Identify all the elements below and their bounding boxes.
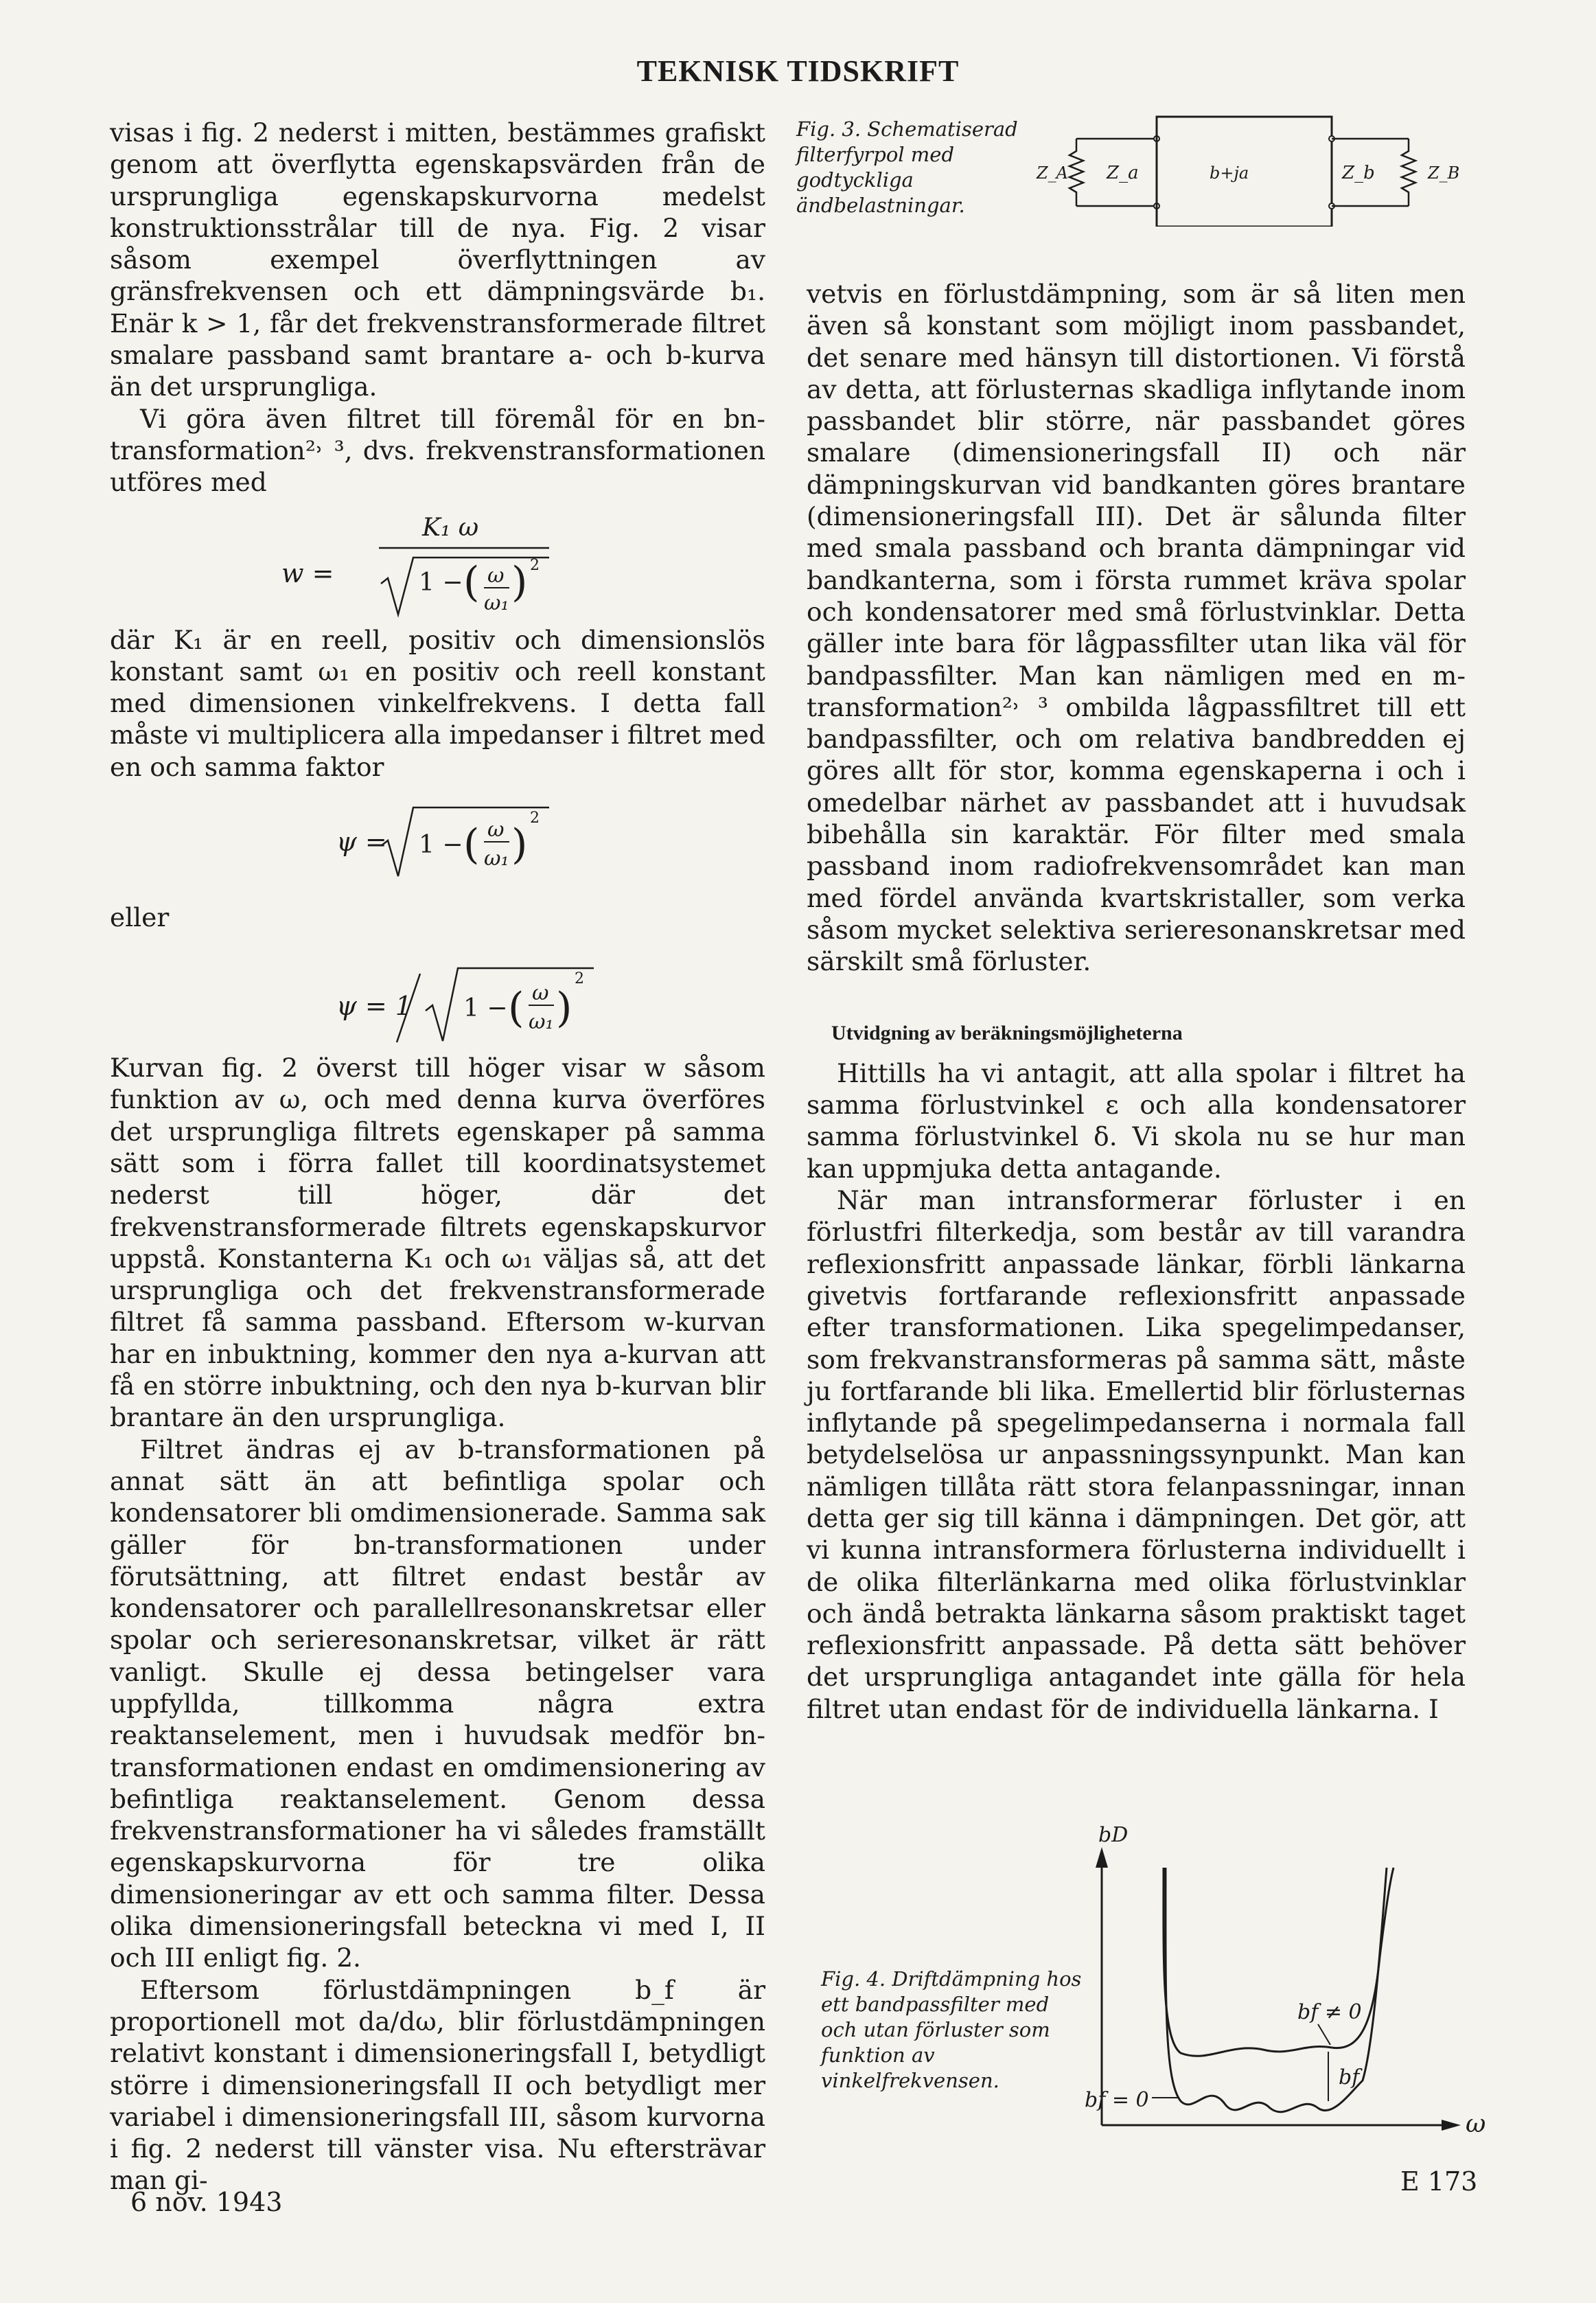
paragraph: Vi göra även filtret till föremål för en bn-transformation²˒ ³, dvs. frekvenstransformationen utföres med: [110, 403, 765, 498]
formula-psi2-omega1: ω₁: [529, 1010, 554, 1035]
word-eller: eller: [110, 902, 170, 933]
zb-impedance-zigzag: [1402, 139, 1415, 206]
fig3-label-bja: b+ja: [1210, 163, 1249, 183]
fig3-schematic: [1030, 110, 1483, 227]
formula-w-exponent: 2: [530, 556, 540, 574]
paragraph: visas i fig. 2 nederst i mitten, bestämmes grafiskt genom att överflytta egenskapsvärden från de ursprungliga egenskapskurvorna medelst konstruktionsstrålar till de nya. Fig. 2 visar såsom exempel överflyttningen av gränsfrekvensen och ett dämpningsvärde b₁. Enär k > 1, får det frekvenstransformerade filtret smalare passband samt brantare a- och b-kurva än det ursprungliga.: [110, 117, 765, 402]
formula-w-numerator: K₁ ω: [422, 513, 479, 542]
fig4-label-bf: bf: [1339, 2065, 1360, 2089]
left-column: [110, 117, 765, 2197]
formula-psi2-omega: ω: [532, 981, 549, 1006]
formula-psi-omega: ω: [487, 818, 505, 843]
svg-text:): ): [556, 984, 573, 1033]
formula-psi2-exponent: 2: [575, 970, 584, 988]
fig3-label-zB: Z_B: [1428, 163, 1460, 183]
svg-text:(: (: [508, 984, 524, 1033]
paragraph: Kurvan fig. 2 överst till höger visar w såsom funktion av ω, och med denna kurva överföres det ursprungliga filtrets egenskaper på samma sätt som i förra fallet till koordinatsystemet nederst till höger, där det frekvenstransformerade filtrets egenskapskurvor uppstå. Konstanterna K₁ och ω₁ väljas så, att det ursprungliga och det frekvenstransformerade filtret få samma passband. Eftersom w-kurvan har en inbuktning, kommer den nya a-kurvan att få en större inbuktning, och den nya b-kurvan blir brantare än den ursprungliga.: [110, 1053, 765, 1433]
formula-psi-inverse: [110, 953, 765, 1049]
formula-psi2-one-minus: 1 −: [463, 994, 508, 1023]
fig4-label-bf-zero: bf = 0: [1085, 2088, 1149, 2112]
formula-psi-lhs: ψ =: [336, 827, 387, 858]
formula-w: [110, 501, 765, 621]
formula-psi: [110, 786, 765, 882]
fig4-curve-with-losses: [1164, 1868, 1393, 2056]
journal-header: TEKNISK TIDSKRIFT: [636, 54, 960, 88]
issue-date: 6 nov. 1943: [130, 2187, 283, 2217]
za-impedance-zigzag: [1069, 139, 1083, 206]
paragraph: Eftersom förlustdämpningen b_f är proportionell mot da/dω, blir förlustdämpningen relativt konstant i dimensioneringsfall I, betydligt större i dimensioneringsfall II och betydligt mer variabel i dimensioneringsfall III, såsom kurvorna i fig. 2 nederst till vänster visa. Nu eftersträvar man gi-: [110, 1974, 765, 2196]
formula-psi-omega1: ω₁: [484, 847, 509, 871]
formula-psi2-lhs: ψ = 1: [336, 991, 412, 1022]
svg-text:): ): [511, 821, 528, 869]
formula-psi-one-minus: 1 −: [419, 831, 463, 860]
fig4-label-bf-nonzero: bf ≠ 0: [1297, 2000, 1362, 2024]
fig4-y-label: bD: [1098, 1823, 1129, 1847]
section-heading: Utvidgning av beräkningsmöjligheterna: [831, 1021, 1183, 1044]
paragraph: Filtret ändras ej av b-transformationen på annat sätt än att befintliga spolar och kondensatorer bli omdimensionerade. Samma sak gäller för bn-transformationen under förutsättning, att filtret endast består av kondensatorer och parallellresonanskretsar eller spolar och serieresonanskretsar, vilket är rätt vanligt. Skulle ej dessa betingelser vara uppfyllda, tillkomma några extra reaktanselement, men i huvudsak medför bn-transformationen endast en omdimensionering av befintliga reaktanselement. Genom dessa frekvenstransformationer ha vi således framställt egenskapskurvorna för tre olika dimensioneringar av ett och samma filter. Dessa olika dimensioneringsfall betecknа vi med I, II och III enligt fig. 2.: [110, 1434, 765, 1973]
fig4-x-label: ω: [1466, 2110, 1486, 2135]
paragraph: där K₁ är en reell, positiv och dimensionslös konstant samt ω₁ en positiv och reell konstant med dimensionen vinkelfrekvens. I detta fall måste vi multiplicera alla impedanser i filtret med en och samma faktor: [110, 624, 765, 782]
formula-w-lhs: w =: [281, 558, 334, 588]
fig4-attenuation-plot: [1085, 1820, 1496, 2135]
fig3-caption: Fig. 3. Schematiserad filterfyrpol med godtyckliga ändbelastningar.: [796, 117, 1018, 217]
svg-text:(: (: [463, 558, 480, 606]
formula-w-one-minus: 1 −: [419, 568, 463, 597]
fig3-label-zA: Z_A: [1037, 163, 1069, 183]
svg-text:): ): [511, 558, 528, 606]
formula-w-omega1: ω₁: [484, 591, 509, 615]
page-number: E 173: [1400, 2166, 1478, 2197]
paragraph: vetvis en förlustdämpning, som är så liten men även så konstant som möjligt inom passbandet, det senare med hänsyn till distortionen. Vi förstå av detta, att förlusternas skadliga inflytande inom passbandet blir större, när passbandet göres smalare (dimensioneringsfall II) och när dämpningskurvan vid bandkanten göres brantare (dimensioneringsfall III). Det är sålunda filter med smala passband och branta dämpningar vid bandkanterna, som i första rummet kräva spolar och kondensatorer med små förlustvinklar. Detta gäller inte bara för lågpassfilter utan lika väl för bandpassfilter. Man kan nämligen med en m-transformation²˒ ³ ombilda lågpassfiltret till ett bandpassfilter, och om relativa bandbredden ej göres allt för stor, komma egenskaperna i och i omedelbar närhet av passbandet att i huvudsak bibehålla sin karaktär. För filter med smala passband inom radiofrekvensområdet kan man med fördel använda kvartskristaller, som verka såsom mycket selektiva serieresonanskretsar med särskilt små förluster.: [807, 279, 1466, 977]
right-column: [807, 278, 1466, 1725]
formula-psi-exponent: 2: [530, 810, 540, 827]
fig3-label-za: Z_a: [1107, 163, 1139, 183]
fig3-label-zb: Z_b: [1342, 163, 1375, 183]
paragraph: När man intransformerar förluster i en förlustfri filterkedja, som består av till varandra reflexionsfritt anpassade länkar, förbli länkarna givetvis fortfarande reflexionsfritt anpassade efter transformationen. Lika spegelimpedanser, som frekvanstransformeras på samma sätt, måste ju fortfarande bli lika. Emellertid blir förlusternas inflytande på spegelimpedanserna i normala fall betydelselösa ur anpassningssynpunkt. Man kan nämligen tillåta rätt stora felanpassningar, innan detta ger sig till känna i dämpningen. Det gör, att vi kunna intransformera förlusterna individuellt i de olika filterlänkarna med olika förlustvinklar och ändå betrakta länkarna såsom praktiskt taget reflexionsfritt anpassade. På detta sätt behöver det ursprungliga antagandet inte gälla för hela filtret utan endast för de individuella länkarna. I: [807, 1185, 1466, 1724]
paragraph: Hittills ha vi antagit, att alla spolar i filtret ha samma förlustvinkel ε och alla kondensatorer samma förlustvinkel δ. Vi skola nu se hur man kan uppmjuka detta antagande.: [807, 1057, 1466, 1184]
fig4-caption: Fig. 4. Driftdämpning hos ett bandpassfilter med och utan förluster som funktion av vinkelfrekvensen.: [821, 1967, 1082, 2092]
formula-w-omega: ω: [487, 563, 505, 588]
svg-text:(: (: [463, 821, 480, 869]
